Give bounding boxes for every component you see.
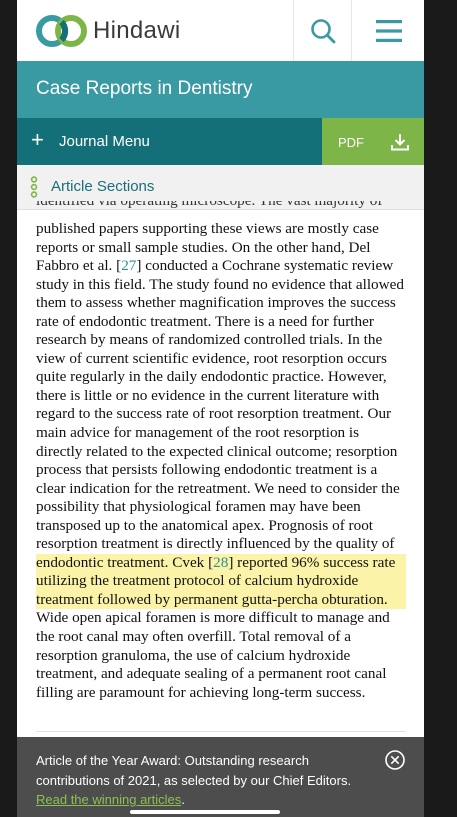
search-button[interactable] bbox=[293, 0, 352, 61]
reference-link-27[interactable]: 27 bbox=[121, 257, 137, 275]
pdf-label: PDF bbox=[338, 135, 364, 150]
article-page bbox=[17, 0, 424, 817]
text-line: filling are paramount for achieving long-term success. bbox=[36, 683, 366, 701]
section-divider bbox=[36, 731, 406, 732]
home-indicator[interactable] bbox=[130, 810, 280, 814]
brand-name: Hindawi bbox=[93, 17, 181, 44]
announcement-period: . bbox=[181, 792, 185, 807]
text-line: there is little or no evidence in the current literature with bbox=[36, 386, 380, 404]
text-line: possibility that physiological foramen may have been bbox=[36, 498, 361, 516]
pdf-download-button[interactable] bbox=[322, 118, 424, 165]
announcement-message: Article of the Year Award: Outstanding research contributions of 2021, as selected by our Chief Editors. bbox=[36, 753, 352, 788]
text-line: them to assess whether magnification improves the success bbox=[36, 294, 396, 312]
hindawi-logo-icon bbox=[35, 14, 89, 48]
text-line: treatment, and adequate sealing of a permanent root canal bbox=[36, 665, 387, 683]
hindawi-logo[interactable] bbox=[35, 14, 180, 48]
plus-icon: + bbox=[31, 127, 44, 152]
hamburger-menu-icon bbox=[375, 19, 403, 43]
main-menu-button[interactable] bbox=[351, 0, 424, 61]
text-line: research by means of randomized controlled trials. In the bbox=[36, 331, 383, 349]
text-segment: Fabbro et al. [ bbox=[36, 257, 122, 275]
journal-banner bbox=[17, 61, 424, 118]
text-line: main advice for management of the root resorption is bbox=[36, 424, 360, 442]
article-paragraph bbox=[36, 220, 406, 702]
text-segment: ] reported 96% success rate bbox=[228, 553, 396, 571]
text-line: clear indication for the retreatment. We need to consider the bbox=[36, 479, 400, 497]
text-segment: ] conducted a Cochrane systematic review bbox=[136, 257, 394, 275]
text-line: resorption treatment is directly influenced by the quality of bbox=[36, 535, 395, 553]
vertical-dots-icon bbox=[30, 176, 38, 198]
article-sections-label: Article Sections bbox=[51, 178, 155, 195]
download-icon bbox=[390, 132, 410, 152]
top-bar bbox=[17, 0, 424, 62]
text-line: quite regularly in the daily endodontic practice. However, bbox=[36, 368, 387, 386]
award-announcement-banner bbox=[17, 737, 424, 817]
search-icon bbox=[310, 18, 336, 44]
text-line: resorption granuloma, the use of calcium hydroxide bbox=[36, 646, 351, 664]
announcement-text bbox=[36, 751, 356, 810]
text-line: transposed up to the anatomical apex. Prognosis of root bbox=[36, 516, 374, 534]
highlighted-text-line bbox=[36, 554, 406, 573]
winning-articles-link[interactable]: Read the winning articles bbox=[36, 792, 182, 807]
journal-title[interactable]: Case Reports in Dentistry bbox=[36, 78, 253, 99]
text-line: rate of endodontic treatment. There is a need for further bbox=[36, 312, 374, 330]
text-line: reports or small sample studies. On the other hand, Del bbox=[36, 238, 371, 256]
text-line: view of current scientific evidence, root resorption occurs bbox=[36, 349, 387, 367]
text-line: study in this field. The study found no evidence that allowed bbox=[36, 275, 404, 293]
text-line: process that persists following endodontic treatment is a bbox=[36, 461, 378, 479]
text-line: Wide open apical foramen is more difficult to manage and bbox=[36, 609, 390, 627]
text-line: the root canal may often overfill. Total removal of a bbox=[36, 628, 351, 646]
text-line: directly related to the expected clinical outcome; resorption bbox=[36, 442, 398, 460]
journal-menu-label: Journal Menu bbox=[59, 133, 150, 150]
text-line: published papers supporting these views are mostly case bbox=[36, 220, 379, 237]
highlighted-text-line: treatment followed by permanent gutta-percha obturation. bbox=[36, 591, 406, 610]
text-line bbox=[36, 257, 406, 276]
reference-link-28[interactable]: 28 bbox=[213, 553, 229, 571]
text-line: regard to the success rate of root resorption treatment. Our bbox=[36, 405, 392, 423]
highlighted-text-line: utilizing the treatment protocol of calcium hydroxide bbox=[36, 572, 406, 591]
journal-menu-button[interactable] bbox=[17, 118, 322, 165]
text-segment: endodontic treatment. Cvek [ bbox=[36, 553, 214, 571]
close-circle-icon[interactable] bbox=[384, 749, 406, 771]
